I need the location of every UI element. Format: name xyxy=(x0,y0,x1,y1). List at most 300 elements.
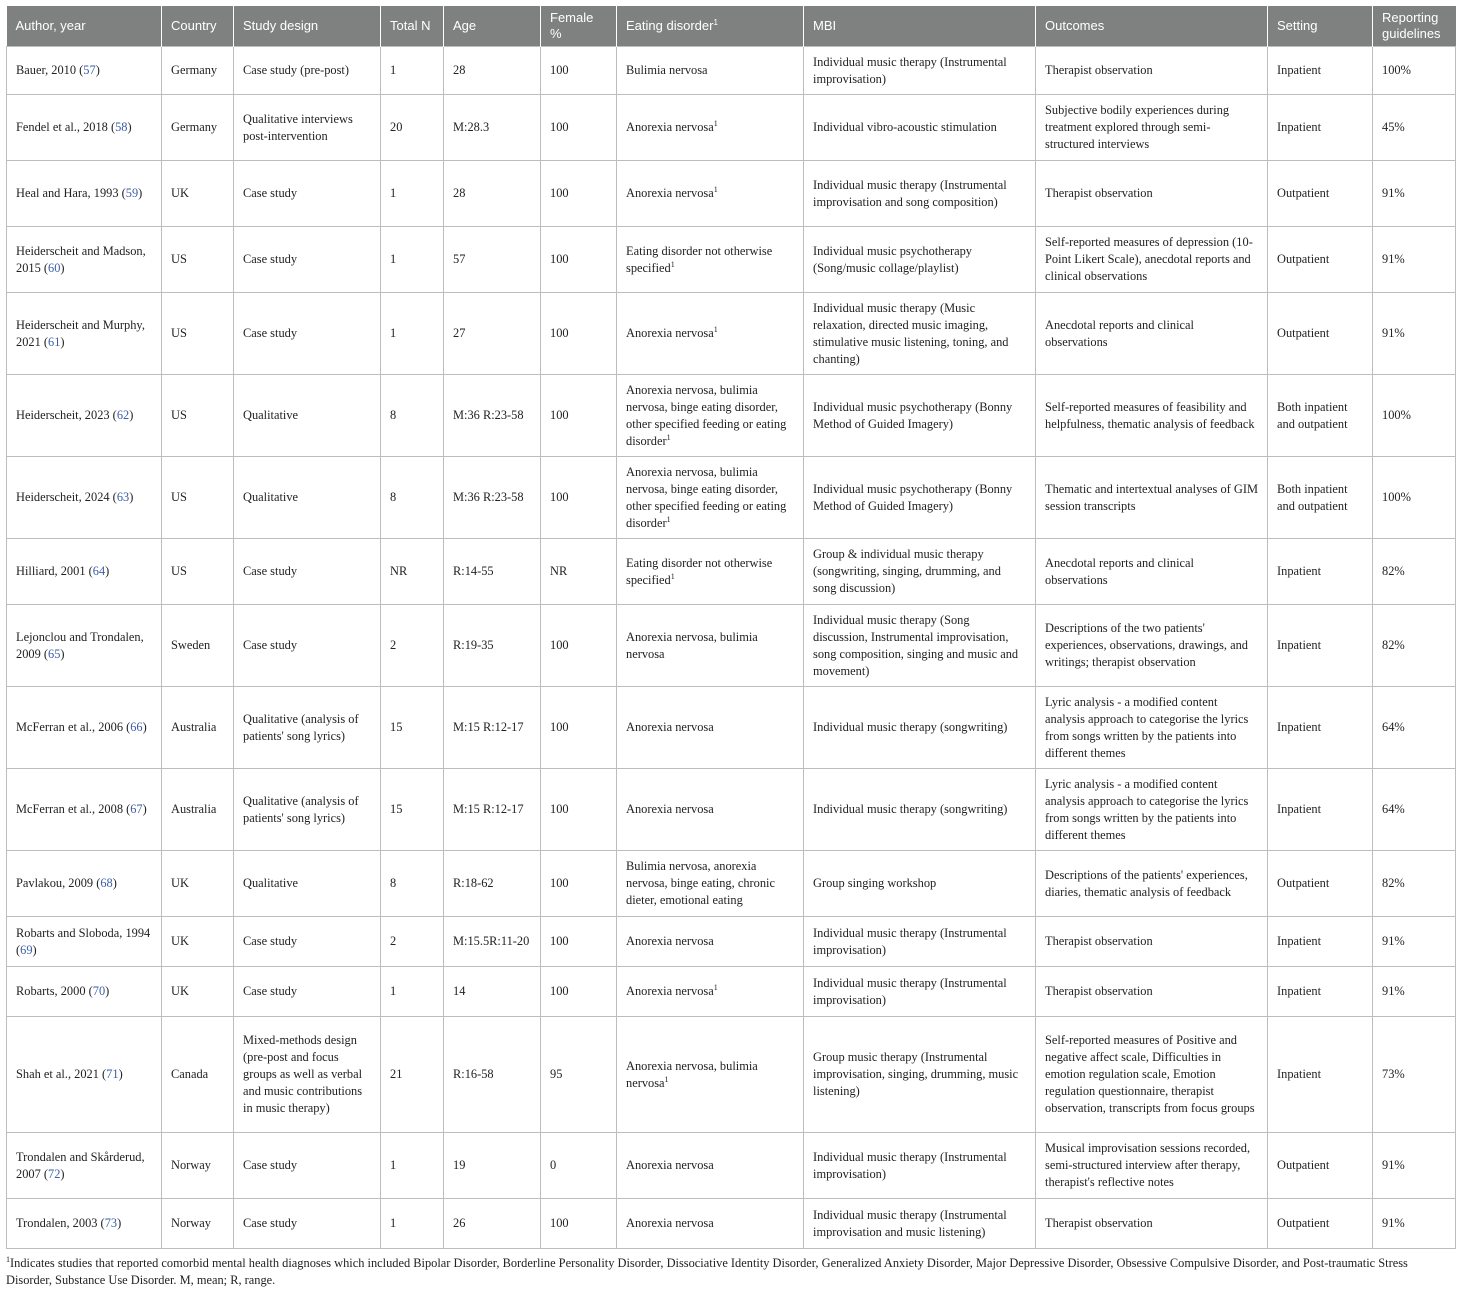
study-design-value: Case study xyxy=(243,934,298,948)
setting-value: Both inpatient and outpatient xyxy=(1277,399,1348,431)
eating-disorder-cell xyxy=(617,917,804,967)
country-cell xyxy=(162,293,234,375)
author-close-paren: ) xyxy=(95,63,100,77)
table-row xyxy=(7,769,1456,851)
setting-cell xyxy=(1268,47,1373,95)
age-value: M:36 R:23-58 xyxy=(453,490,524,504)
author-close-paren: ) xyxy=(118,1067,123,1081)
age-cell xyxy=(444,851,541,917)
country-cell xyxy=(162,1133,234,1199)
design-cell xyxy=(234,1199,381,1249)
study-design-value: Qualitative interviews post-intervention xyxy=(243,111,353,143)
female-percent-value: 100 xyxy=(550,638,569,652)
setting-cell xyxy=(1268,851,1373,917)
author-year: Heiderscheit and Madson, 2015 ( xyxy=(16,243,146,275)
author-cell xyxy=(7,47,162,95)
mbi-cell xyxy=(804,227,1036,293)
mbi-cell xyxy=(804,967,1036,1017)
age-value: 26 xyxy=(453,1216,466,1230)
mbi-value: Individual music psychotherapy (Bonny Method of Guided Imagery) xyxy=(813,481,1013,513)
author-year: Shah et al., 2021 ( xyxy=(16,1067,107,1081)
total-n-value: 1 xyxy=(390,186,397,200)
table-row xyxy=(7,605,1456,687)
country-cell xyxy=(162,95,234,161)
setting-value: Outpatient xyxy=(1277,876,1330,890)
author-cell xyxy=(7,227,162,293)
age-cell xyxy=(444,967,541,1017)
country-value: Australia xyxy=(171,720,217,734)
country-value: Canada xyxy=(171,1067,209,1081)
author-cell xyxy=(7,605,162,687)
eating-disorder-value: Anorexia nervosa, bulimia nervosa xyxy=(626,1058,758,1090)
female-percent-value: 100 xyxy=(550,120,569,134)
female-percent-value: 0 xyxy=(550,1158,557,1172)
country-value: Norway xyxy=(171,1158,211,1172)
reference-link[interactable]: 59 xyxy=(125,186,139,200)
age-value: 28 xyxy=(453,63,466,77)
comorbid-footnote-marker: 1 xyxy=(713,185,718,194)
outcomes-cell xyxy=(1036,917,1268,967)
country-value: Norway xyxy=(171,1216,211,1230)
design-cell xyxy=(234,917,381,967)
study-design-value: Qualitative xyxy=(243,408,299,422)
column-header-label: Author, year xyxy=(15,18,86,33)
outcomes-cell xyxy=(1036,769,1268,851)
study-design-value: Qualitative (analysis of patients' song lyrics) xyxy=(243,711,359,743)
age-cell xyxy=(444,1133,541,1199)
total-n-cell xyxy=(381,1133,444,1199)
design-cell xyxy=(234,769,381,851)
country-cell xyxy=(162,161,234,227)
column-header-label: MBI xyxy=(813,18,837,33)
age-cell xyxy=(444,1199,541,1249)
eating-disorder-value: Anorexia nervosa xyxy=(626,984,714,998)
outcomes-value: Descriptions of the two patients' experiences, observations, drawings, and writings; therapist observation xyxy=(1045,621,1249,669)
setting-cell xyxy=(1268,605,1373,687)
age-cell xyxy=(444,605,541,687)
age-cell xyxy=(444,161,541,227)
column-header-label: Outcomes xyxy=(1045,18,1105,33)
outcomes-value: Therapist observation xyxy=(1045,934,1153,948)
design-cell xyxy=(234,161,381,227)
eating-disorder-cell xyxy=(617,851,804,917)
eating-disorder-value: Anorexia nervosa xyxy=(626,802,714,816)
outcomes-cell xyxy=(1036,851,1268,917)
mbi-cell xyxy=(804,605,1036,687)
outcomes-cell xyxy=(1036,967,1268,1017)
author-year: Robarts, 2000 ( xyxy=(16,984,93,998)
eating-disorder-cell xyxy=(617,605,804,687)
reporting-guidelines-value: 82% xyxy=(1382,638,1405,652)
author-close-paren: ) xyxy=(129,408,134,422)
total-n-cell xyxy=(381,375,444,457)
author-cell xyxy=(7,917,162,967)
outcomes-cell xyxy=(1036,539,1268,605)
mbi-value: Individual music psychotherapy (Bonny Method of Guided Imagery) xyxy=(813,399,1013,431)
reference-link[interactable]: 57 xyxy=(83,63,96,77)
guidelines-cell xyxy=(1373,1199,1456,1249)
table-row xyxy=(7,1199,1456,1249)
comorbid-footnote-marker: 1 xyxy=(666,432,671,442)
country-cell xyxy=(162,687,234,769)
column-header xyxy=(804,6,1036,47)
eating-disorder-value: Bulimia nervosa, anorexia nervosa, binge eating, chronic dieter, emotional eating xyxy=(626,859,775,907)
setting-cell xyxy=(1268,967,1373,1017)
country-value: US xyxy=(171,564,187,578)
table-row xyxy=(7,851,1456,917)
eating-disorder-cell xyxy=(617,539,804,605)
mbi-cell xyxy=(804,769,1036,851)
table-row xyxy=(7,687,1456,769)
outcomes-cell xyxy=(1036,1133,1268,1199)
eating-disorder-cell xyxy=(617,227,804,293)
table-row xyxy=(7,47,1456,95)
setting-value: Both inpatient and outpatient xyxy=(1277,481,1348,513)
reference-link[interactable]: 70 xyxy=(92,984,106,998)
country-value: Sweden xyxy=(171,638,211,652)
study-design-value: Case study xyxy=(243,1158,298,1172)
setting-value: Inpatient xyxy=(1277,934,1322,948)
total-n-cell xyxy=(381,605,444,687)
author-close-paren: ) xyxy=(105,564,110,578)
eating-disorder-value: Anorexia nervosa xyxy=(626,120,714,134)
female-cell xyxy=(541,161,617,227)
comorbid-footnote-marker: 1 xyxy=(713,983,718,992)
column-header-label: Country xyxy=(171,18,217,33)
mbi-cell xyxy=(804,851,1036,917)
reporting-guidelines-value: 45% xyxy=(1382,120,1405,134)
study-design-value: Case study xyxy=(243,326,298,340)
country-cell xyxy=(162,227,234,293)
author-year: Heiderscheit, 2023 ( xyxy=(16,408,117,422)
table-row xyxy=(7,227,1456,293)
author-cell xyxy=(7,457,162,539)
country-cell xyxy=(162,605,234,687)
reference-link[interactable]: 71 xyxy=(106,1067,119,1081)
outcomes-value: Self-reported measures of depression (10-Point Likert Scale), anecdotal reports and clinical observations xyxy=(1045,235,1253,283)
mbi-cell xyxy=(804,917,1036,967)
setting-value: Outpatient xyxy=(1277,186,1330,200)
column-header-label: Total N xyxy=(390,18,431,33)
eating-disorder-cell xyxy=(617,1133,804,1199)
table-row xyxy=(7,375,1456,457)
setting-cell xyxy=(1268,539,1373,605)
mbi-value: Individual music therapy (Instrumental improvisation) xyxy=(813,1149,1007,1181)
age-cell xyxy=(444,375,541,457)
author-close-paren: ) xyxy=(127,120,132,134)
mbi-cell xyxy=(804,1017,1036,1133)
design-cell xyxy=(234,457,381,539)
author-year: Heiderscheit, 2024 ( xyxy=(16,490,117,504)
reporting-guidelines-value: 100% xyxy=(1382,408,1411,422)
author-close-paren: ) xyxy=(60,1166,65,1181)
total-n-value: 1 xyxy=(390,1216,397,1230)
setting-cell xyxy=(1268,1199,1373,1249)
country-cell xyxy=(162,1017,234,1133)
reference-link[interactable]: 68 xyxy=(100,876,113,890)
eating-disorder-cell xyxy=(617,375,804,457)
total-n-cell xyxy=(381,227,444,293)
mbi-value: Individual music therapy (Instrumental improvisation) xyxy=(813,975,1007,1007)
design-cell xyxy=(234,227,381,293)
female-cell xyxy=(541,1133,617,1199)
column-header-label: Eating disorder xyxy=(626,18,714,33)
setting-value: Inpatient xyxy=(1277,720,1322,734)
setting-value: Inpatient xyxy=(1277,802,1322,816)
setting-value: Outpatient xyxy=(1277,1216,1330,1230)
age-value: 57 xyxy=(453,252,466,266)
eating-disorder-cell xyxy=(617,687,804,769)
mbi-value: Individual music therapy (Music relaxation, directed music imaging, stimulative music listening, toning, and chanting) xyxy=(813,300,1009,366)
reference-link[interactable]: 63 xyxy=(116,490,130,504)
age-cell xyxy=(444,95,541,161)
setting-cell xyxy=(1268,293,1373,375)
eating-disorder-value: Anorexia nervosa xyxy=(626,720,714,734)
mbi-value: Group music therapy (Instrumental improvisation, singing, drumming, music listening) xyxy=(813,1050,1019,1098)
outcomes-cell xyxy=(1036,605,1268,687)
reference-link[interactable]: 66 xyxy=(130,720,143,734)
female-cell xyxy=(541,95,617,161)
guidelines-cell xyxy=(1373,687,1456,769)
setting-cell xyxy=(1268,95,1373,161)
eating-disorder-value: Anorexia nervosa xyxy=(626,934,714,948)
reference-link[interactable]: 58 xyxy=(115,120,128,134)
outcomes-cell xyxy=(1036,227,1268,293)
reporting-guidelines-value: 91% xyxy=(1382,1216,1405,1230)
guidelines-cell xyxy=(1373,95,1456,161)
author-cell xyxy=(7,539,162,605)
reporting-guidelines-value: 91% xyxy=(1382,1158,1405,1172)
setting-cell xyxy=(1268,687,1373,769)
author-cell xyxy=(7,1199,162,1249)
total-n-cell xyxy=(381,95,444,161)
reference-link[interactable]: 73 xyxy=(104,1216,118,1230)
female-cell xyxy=(541,457,617,539)
total-n-cell xyxy=(381,47,444,95)
mbi-value: Individual music therapy (Instrumental improvisation and song composition) xyxy=(813,177,1007,209)
setting-cell xyxy=(1268,161,1373,227)
outcomes-cell xyxy=(1036,293,1268,375)
setting-cell xyxy=(1268,769,1373,851)
eating-disorder-cell xyxy=(617,769,804,851)
author-close-paren: ) xyxy=(60,646,65,661)
reporting-guidelines-value: 91% xyxy=(1382,984,1405,998)
table-row xyxy=(7,917,1456,967)
column-header xyxy=(381,6,444,47)
female-percent-value: 95 xyxy=(550,1067,563,1081)
country-cell xyxy=(162,457,234,539)
author-cell xyxy=(7,687,162,769)
mbi-value: Individual music therapy (songwriting) xyxy=(813,720,1008,734)
reference-link[interactable]: 72 xyxy=(48,1166,61,1181)
age-cell xyxy=(444,457,541,539)
column-header-footnote-marker: 1 xyxy=(713,18,718,27)
mbi-value: Individual vibro-acoustic stimulation xyxy=(813,120,997,134)
age-value: R:19-35 xyxy=(453,638,494,652)
female-percent-value: 100 xyxy=(550,63,569,77)
female-percent-value: 100 xyxy=(550,984,569,998)
reporting-guidelines-value: 73% xyxy=(1382,1067,1405,1081)
age-cell xyxy=(444,293,541,375)
author-close-paren: ) xyxy=(112,876,117,890)
outcomes-cell xyxy=(1036,375,1268,457)
eating-disorder-value: Anorexia nervosa xyxy=(626,186,714,200)
female-percent-value: 100 xyxy=(550,1216,569,1230)
total-n-value: 21 xyxy=(390,1067,403,1081)
age-value: 19 xyxy=(453,1158,466,1172)
setting-cell xyxy=(1268,1133,1373,1199)
eating-disorder-cell xyxy=(617,967,804,1017)
eating-disorder-value: Bulimia nervosa xyxy=(626,63,708,77)
total-n-cell xyxy=(381,1017,444,1133)
female-cell xyxy=(541,375,617,457)
eating-disorder-cell xyxy=(617,95,804,161)
comorbid-footnote-marker: 1 xyxy=(670,259,675,269)
column-header xyxy=(162,6,234,47)
table-row xyxy=(7,95,1456,161)
setting-value: Outpatient xyxy=(1277,1158,1330,1172)
setting-value: Inpatient xyxy=(1277,638,1322,652)
reference-link[interactable]: 67 xyxy=(130,802,143,816)
guidelines-cell xyxy=(1373,375,1456,457)
setting-value: Outpatient xyxy=(1277,252,1330,266)
age-cell xyxy=(444,47,541,95)
comorbid-footnote-marker: 1 xyxy=(713,119,718,128)
author-cell xyxy=(7,375,162,457)
country-value: Australia xyxy=(171,802,217,816)
age-value: R:14-55 xyxy=(453,564,494,578)
total-n-cell xyxy=(381,769,444,851)
female-cell xyxy=(541,851,617,917)
country-value: Germany xyxy=(171,120,218,134)
age-cell xyxy=(444,769,541,851)
mbi-value: Individual music therapy (Instrumental improvisation and music listening) xyxy=(813,1207,1007,1239)
age-value: M:28.3 xyxy=(453,120,490,134)
reference-link[interactable]: 69 xyxy=(20,942,33,957)
design-cell xyxy=(234,375,381,457)
age-value: R:18-62 xyxy=(453,876,494,890)
female-percent-value: 100 xyxy=(550,408,569,422)
eating-disorder-value: Anorexia nervosa xyxy=(626,1158,714,1172)
eating-disorder-value: Anorexia nervosa xyxy=(626,326,714,340)
setting-cell xyxy=(1268,227,1373,293)
total-n-value: 1 xyxy=(390,984,397,998)
author-year: Pavlakou, 2009 ( xyxy=(16,876,101,890)
guidelines-cell xyxy=(1373,967,1456,1017)
table-header xyxy=(7,6,1456,47)
reference-link[interactable]: 60 xyxy=(48,260,61,275)
table-row xyxy=(7,293,1456,375)
outcomes-value: Anecdotal reports and clinical observations xyxy=(1045,555,1194,587)
comorbid-footnote-marker: 1 xyxy=(664,1074,669,1084)
author-year: Trondalen and Skårderud, 2007 ( xyxy=(16,1149,145,1181)
setting-value: Inpatient xyxy=(1277,984,1322,998)
table-footnote xyxy=(6,1255,1455,1289)
guidelines-cell xyxy=(1373,293,1456,375)
reporting-guidelines-value: 91% xyxy=(1382,186,1405,200)
design-cell xyxy=(234,95,381,161)
reference-link[interactable]: 64 xyxy=(92,564,106,578)
country-value: UK xyxy=(171,984,189,998)
table-row xyxy=(7,967,1456,1017)
design-cell xyxy=(234,1133,381,1199)
guidelines-cell xyxy=(1373,769,1456,851)
author-cell xyxy=(7,769,162,851)
mbi-cell xyxy=(804,457,1036,539)
study-design-value: Qualitative xyxy=(243,490,299,504)
total-n-value: 8 xyxy=(390,876,397,890)
female-percent-value: 100 xyxy=(550,252,569,266)
mbi-cell xyxy=(804,1133,1036,1199)
outcomes-value: Therapist observation xyxy=(1045,63,1153,77)
study-design-value: Case study xyxy=(243,186,298,200)
study-design-value: Case study xyxy=(243,1216,298,1230)
female-percent-value: NR xyxy=(550,564,568,578)
reference-link[interactable]: 61 xyxy=(48,334,61,349)
mbi-cell xyxy=(804,95,1036,161)
reference-link[interactable]: 65 xyxy=(48,646,61,661)
column-header xyxy=(234,6,381,47)
reference-link[interactable]: 62 xyxy=(116,408,130,422)
design-cell xyxy=(234,293,381,375)
country-value: US xyxy=(171,408,187,422)
guidelines-cell xyxy=(1373,917,1456,967)
outcomes-cell xyxy=(1036,47,1268,95)
author-close-paren: ) xyxy=(142,802,147,816)
female-cell xyxy=(541,687,617,769)
outcomes-value: Lyric analysis - a modified content analysis approach to categorise the lyrics from songs written by the patients into different themes xyxy=(1045,694,1249,760)
study-design-value: Case study xyxy=(243,252,298,266)
reporting-guidelines-value: 91% xyxy=(1382,252,1405,266)
author-cell xyxy=(7,95,162,161)
guidelines-cell xyxy=(1373,1133,1456,1199)
reporting-guidelines-value: 91% xyxy=(1382,326,1405,340)
guidelines-cell xyxy=(1373,1017,1456,1133)
eating-disorder-cell xyxy=(617,161,804,227)
outcomes-value: Therapist observation xyxy=(1045,186,1153,200)
author-year: Bauer, 2010 ( xyxy=(16,63,84,77)
mbi-cell xyxy=(804,375,1036,457)
study-design-value: Case study xyxy=(243,984,298,998)
study-design-value: Case study xyxy=(243,564,298,578)
total-n-value: 15 xyxy=(390,720,403,734)
total-n-value: 1 xyxy=(390,252,397,266)
age-value: 28 xyxy=(453,186,466,200)
column-header xyxy=(541,6,617,47)
guidelines-cell xyxy=(1373,851,1456,917)
age-cell xyxy=(444,539,541,605)
setting-cell xyxy=(1268,1017,1373,1133)
author-close-paren: ) xyxy=(129,490,134,504)
age-cell xyxy=(444,1017,541,1133)
author-cell xyxy=(7,851,162,917)
eating-disorder-value: Eating disorder not otherwise specified xyxy=(626,243,773,275)
female-percent-value: 100 xyxy=(550,186,569,200)
country-value: UK xyxy=(171,876,189,890)
total-n-cell xyxy=(381,457,444,539)
age-value: R:16-58 xyxy=(453,1067,494,1081)
country-cell xyxy=(162,769,234,851)
author-close-paren: ) xyxy=(32,942,37,957)
guidelines-cell xyxy=(1373,457,1456,539)
column-header xyxy=(1268,6,1373,47)
age-cell xyxy=(444,917,541,967)
column-header xyxy=(444,6,541,47)
country-value: UK xyxy=(171,186,189,200)
outcomes-cell xyxy=(1036,1017,1268,1133)
outcomes-value: Thematic and intertextual analyses of GIM session transcripts xyxy=(1045,481,1258,513)
reporting-guidelines-value: 100% xyxy=(1382,490,1411,504)
